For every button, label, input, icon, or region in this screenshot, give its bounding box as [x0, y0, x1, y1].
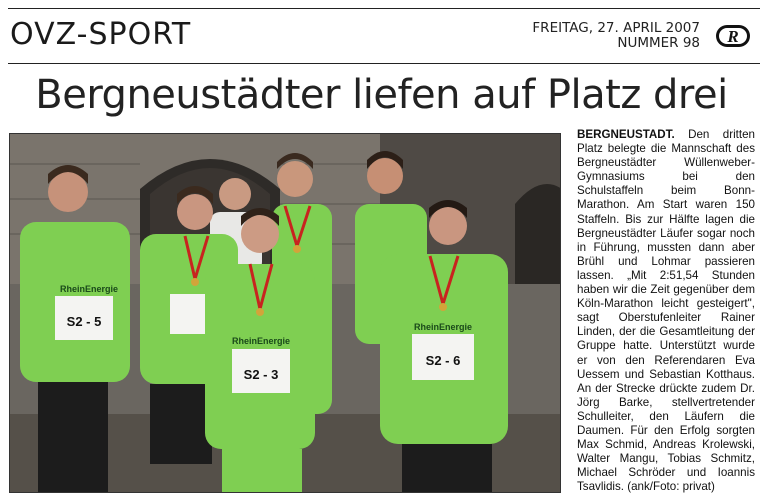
team-photo	[9, 133, 561, 493]
logo-letter: R	[727, 27, 739, 46]
bib-center-number: S2 - 3	[243, 367, 279, 382]
masthead-rule	[8, 63, 760, 64]
issue-number: NUMMER 98	[617, 35, 700, 51]
bib-left-number: S2 - 5	[66, 314, 102, 329]
issue-dateline	[532, 21, 700, 51]
publisher-logo	[715, 24, 751, 48]
sponsor-label-left: RheinEnergie	[60, 284, 119, 294]
bib-right-number: S2 - 6	[425, 353, 461, 368]
headline: Bergneustädter liefen auf Platz drei	[35, 72, 728, 118]
article-body	[577, 128, 755, 494]
article-text: Den dritten Platz belegte die Mannschaft des Bergneustädter Wüllenweber-Gymnasiums bei den Schulstaffeln beim Bonn-Marathon. Am Start waren 150 Staffeln. Bis zur Hälfte lagen die Bergneustädter Läufer sogar noch in Führung, mussten dann aber Brühl und Lohmar passieren lassen. „Mit 2:51,54 Stunden haben wir die Zeit gegenüber dem Köln-Marathon leicht gesteigert", sagt Oberstufenleiter Rainer Linden, der die Gesamtleitung der Gruppe hatte. Unterstützt wurde er von den Referendaren Eva Uessem und Sebastian Kotthaus. An der Strecke drückte zudem Dr. Jörg Barke, stellvertretender Schulleiter, den Läufern die Daumen. Für den Erfolg sorgten Max Schmid, Andreas Krolewski, Walter Mangu, Tobias Schmitz, Michael Schröder und Ioannis Tsavlidis. (ank/Foto: privat)	[577, 128, 755, 494]
section-title: OVZ-SPORT	[10, 17, 192, 52]
sponsor-label-right: RheinEnergie	[414, 322, 473, 332]
sponsor-label-center: RheinEnergie	[232, 336, 291, 346]
top-rule	[8, 8, 760, 9]
issue-date: FREITAG, 27. APRIL 2007	[532, 20, 700, 36]
article-dateline: BERGNEUSTADT.	[577, 128, 675, 141]
